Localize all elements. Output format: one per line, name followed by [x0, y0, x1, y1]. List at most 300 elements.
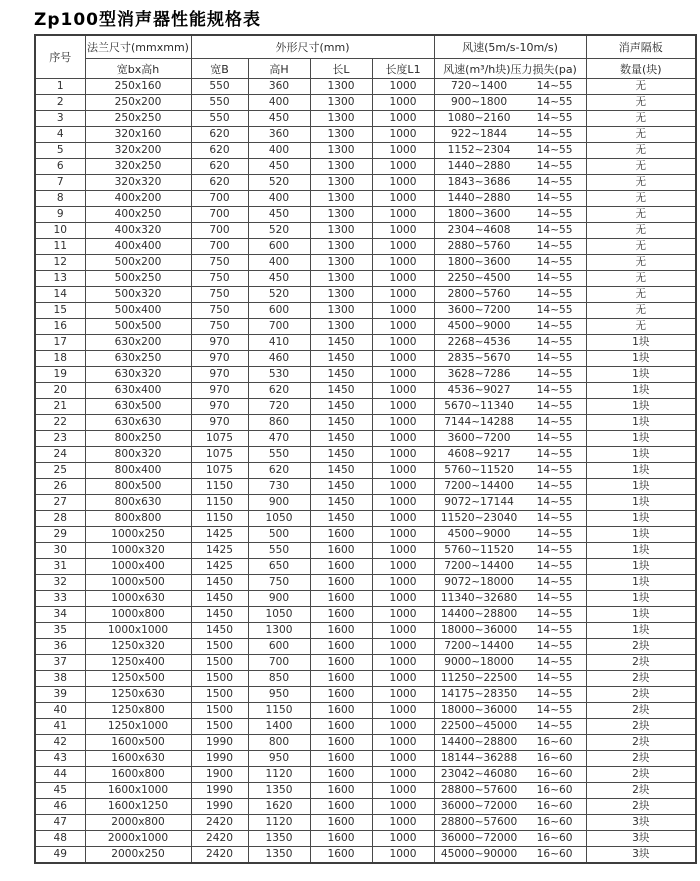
cell-height-h: 460 [248, 351, 310, 367]
cell-height-h: 450 [248, 271, 310, 287]
cell-serial: 33 [35, 591, 85, 607]
airflow-range: 7200~14400 [444, 560, 514, 572]
cell-flange-size: 630x250 [85, 351, 191, 367]
cell-height-h: 520 [248, 175, 310, 191]
cell-airflow-pressure [434, 703, 586, 719]
cell-length-l: 1600 [310, 815, 372, 831]
cell-serial: 14 [35, 287, 85, 303]
airflow-range: 14400~28800 [440, 736, 518, 748]
cell-serial: 46 [35, 799, 85, 815]
cell-length-l1: 1000 [372, 175, 434, 191]
cell-baffle-count: 2块 [586, 751, 696, 767]
cell-airflow-pressure [434, 319, 586, 335]
cell-length-l: 1600 [310, 655, 372, 671]
cell-height-h: 700 [248, 655, 310, 671]
cell-baffle-count: 1块 [586, 463, 696, 479]
cell-length-l1: 1000 [372, 767, 434, 783]
pressure-loss-range: 16~60 [536, 768, 573, 780]
cell-baffle-count: 1块 [586, 543, 696, 559]
cell-height-h: 620 [248, 463, 310, 479]
cell-width-b: 700 [191, 223, 248, 239]
cell-serial: 21 [35, 399, 85, 415]
cell-width-b: 970 [191, 367, 248, 383]
cell-flange-size: 2000x1000 [85, 831, 191, 847]
pressure-loss-range: 14~55 [536, 128, 573, 140]
cell-length-l: 1600 [310, 799, 372, 815]
cell-baffle-count: 无 [586, 255, 696, 271]
cell-length-l: 1600 [310, 543, 372, 559]
cell-height-h: 950 [248, 751, 310, 767]
cell-airflow-pressure [434, 543, 586, 559]
table-row [35, 175, 696, 191]
pressure-loss-range: 14~55 [536, 144, 573, 156]
cell-height-h: 550 [248, 543, 310, 559]
cell-flange-size: 800x250 [85, 431, 191, 447]
pressure-loss-range: 14~55 [536, 528, 573, 540]
table-row [35, 703, 696, 719]
cell-baffle-count: 2块 [586, 719, 696, 735]
cell-height-h: 720 [248, 399, 310, 415]
cell-height-h: 1050 [248, 607, 310, 623]
cell-length-l1: 1000 [372, 367, 434, 383]
table-row [35, 127, 696, 143]
cell-baffle-count: 无 [586, 79, 696, 95]
cell-length-l1: 1000 [372, 351, 434, 367]
cell-airflow-pressure [434, 783, 586, 799]
table-row [35, 255, 696, 271]
cell-baffle-count: 无 [586, 319, 696, 335]
pressure-loss-range: 16~60 [536, 784, 573, 796]
cell-length-l1: 1000 [372, 735, 434, 751]
cell-width-b: 750 [191, 287, 248, 303]
airflow-range: 1800~3600 [447, 208, 511, 220]
cell-height-h: 450 [248, 207, 310, 223]
cell-serial: 27 [35, 495, 85, 511]
table-row [35, 383, 696, 399]
airflow-range: 9000~18000 [444, 656, 514, 668]
cell-length-l1: 1000 [372, 479, 434, 495]
cell-flange-size: 400x250 [85, 207, 191, 223]
table-row [35, 447, 696, 463]
cell-length-l: 1450 [310, 351, 372, 367]
pressure-loss-range: 14~55 [536, 240, 573, 252]
cell-height-h: 400 [248, 143, 310, 159]
cell-flange-size: 2000x800 [85, 815, 191, 831]
cell-baffle-count: 无 [586, 111, 696, 127]
pressure-loss-range: 14~55 [536, 96, 573, 108]
cell-length-l1: 1000 [372, 383, 434, 399]
cell-serial: 39 [35, 687, 85, 703]
cell-length-l: 1450 [310, 383, 372, 399]
cell-length-l1: 1000 [372, 799, 434, 815]
header-baffle-count: 数量(块) [586, 59, 696, 79]
cell-length-l1: 1000 [372, 335, 434, 351]
cell-airflow-pressure [434, 639, 586, 655]
cell-serial: 45 [35, 783, 85, 799]
airflow-range: 36000~72000 [440, 800, 518, 812]
table-row [35, 847, 696, 864]
pressure-loss-range: 16~60 [536, 800, 573, 812]
cell-width-b: 750 [191, 271, 248, 287]
cell-flange-size: 1600x500 [85, 735, 191, 751]
cell-serial: 34 [35, 607, 85, 623]
airflow-range: 922~1844 [451, 128, 508, 140]
cell-baffle-count: 无 [586, 159, 696, 175]
cell-length-l1: 1000 [372, 543, 434, 559]
cell-flange-size: 1600x1000 [85, 783, 191, 799]
cell-length-l1: 1000 [372, 447, 434, 463]
airflow-range: 1080~2160 [447, 112, 511, 124]
cell-height-h: 1350 [248, 847, 310, 864]
cell-length-l1: 1000 [372, 623, 434, 639]
page-title: Zp100型消声器性能规格表 [34, 10, 261, 30]
table-row [35, 287, 696, 303]
table-row [35, 111, 696, 127]
cell-serial: 18 [35, 351, 85, 367]
table-row [35, 559, 696, 575]
cell-baffle-count: 2块 [586, 639, 696, 655]
cell-serial: 35 [35, 623, 85, 639]
header-wind-group: 风速(5m/s-10m/s) [434, 35, 586, 59]
cell-height-h: 360 [248, 79, 310, 95]
cell-width-b: 970 [191, 415, 248, 431]
cell-flange-size: 400x320 [85, 223, 191, 239]
cell-length-l1: 1000 [372, 815, 434, 831]
cell-baffle-count: 1块 [586, 527, 696, 543]
cell-flange-size: 630x400 [85, 383, 191, 399]
cell-airflow-pressure [434, 415, 586, 431]
header-wind-detail: 风速(m³/h块)压力损失(pa) [434, 59, 586, 79]
cell-airflow-pressure [434, 495, 586, 511]
cell-baffle-count: 1块 [586, 447, 696, 463]
cell-airflow-pressure [434, 719, 586, 735]
table-row [35, 527, 696, 543]
pressure-loss-range: 14~55 [536, 432, 573, 444]
table-row [35, 831, 696, 847]
cell-airflow-pressure [434, 671, 586, 687]
cell-width-b: 1500 [191, 687, 248, 703]
cell-flange-size: 1250x800 [85, 703, 191, 719]
table-row [35, 671, 696, 687]
header-flange-group: 法兰尺寸(mmxmm) [85, 35, 191, 59]
pressure-loss-range: 14~55 [536, 544, 573, 556]
table-row [35, 639, 696, 655]
cell-baffle-count: 3块 [586, 847, 696, 864]
cell-height-h: 500 [248, 527, 310, 543]
cell-length-l1: 1000 [372, 607, 434, 623]
cell-airflow-pressure [434, 191, 586, 207]
cell-airflow-pressure [434, 799, 586, 815]
table-row [35, 239, 696, 255]
pressure-loss-range: 14~55 [536, 256, 573, 268]
cell-flange-size: 1000x250 [85, 527, 191, 543]
table-row [35, 719, 696, 735]
cell-length-l1: 1000 [372, 495, 434, 511]
cell-serial: 2 [35, 95, 85, 111]
cell-width-b: 620 [191, 175, 248, 191]
cell-flange-size: 800x630 [85, 495, 191, 511]
cell-serial: 48 [35, 831, 85, 847]
cell-width-b: 1425 [191, 527, 248, 543]
cell-width-b: 2420 [191, 847, 248, 864]
cell-length-l: 1450 [310, 479, 372, 495]
cell-width-b: 750 [191, 255, 248, 271]
cell-width-b: 750 [191, 319, 248, 335]
cell-serial: 41 [35, 719, 85, 735]
pressure-loss-range: 14~55 [536, 384, 573, 396]
cell-serial: 36 [35, 639, 85, 655]
cell-length-l: 1300 [310, 287, 372, 303]
cell-flange-size: 1000x1000 [85, 623, 191, 639]
airflow-range: 2800~5760 [447, 288, 511, 300]
cell-length-l: 1450 [310, 335, 372, 351]
airflow-range: 9072~17144 [444, 496, 514, 508]
airflow-range: 5670~11340 [444, 400, 514, 412]
cell-flange-size: 500x500 [85, 319, 191, 335]
pressure-loss-range: 14~55 [536, 656, 573, 668]
airflow-range: 720~1400 [451, 80, 508, 92]
cell-airflow-pressure [434, 351, 586, 367]
cell-baffle-count: 无 [586, 95, 696, 111]
cell-length-l1: 1000 [372, 559, 434, 575]
cell-flange-size: 250x250 [85, 111, 191, 127]
cell-length-l: 1300 [310, 159, 372, 175]
airflow-range: 3628~7286 [447, 368, 511, 380]
table-row [35, 655, 696, 671]
cell-airflow-pressure [434, 655, 586, 671]
cell-airflow-pressure [434, 767, 586, 783]
cell-airflow-pressure [434, 303, 586, 319]
cell-flange-size: 500x400 [85, 303, 191, 319]
cell-length-l: 1300 [310, 175, 372, 191]
cell-width-b: 1900 [191, 767, 248, 783]
cell-width-b: 1450 [191, 607, 248, 623]
cell-length-l1: 1000 [372, 287, 434, 303]
airflow-range: 4536~9027 [447, 384, 511, 396]
cell-baffle-count: 1块 [586, 607, 696, 623]
cell-flange-size: 2000x250 [85, 847, 191, 864]
cell-baffle-count: 2块 [586, 735, 696, 751]
table-row [35, 351, 696, 367]
cell-length-l1: 1000 [372, 591, 434, 607]
airflow-range: 18000~36000 [440, 624, 518, 636]
cell-flange-size: 1250x320 [85, 639, 191, 655]
pressure-loss-range: 14~55 [536, 640, 573, 652]
cell-baffle-count: 无 [586, 143, 696, 159]
cell-baffle-count: 无 [586, 223, 696, 239]
cell-length-l: 1300 [310, 319, 372, 335]
cell-width-b: 1075 [191, 463, 248, 479]
cell-airflow-pressure [434, 815, 586, 831]
cell-flange-size: 500x200 [85, 255, 191, 271]
cell-length-l: 1600 [310, 687, 372, 703]
cell-height-h: 1400 [248, 719, 310, 735]
airflow-range: 1440~2880 [447, 192, 511, 204]
cell-width-b: 750 [191, 303, 248, 319]
pressure-loss-range: 14~55 [536, 368, 573, 380]
airflow-range: 900~1800 [451, 96, 508, 108]
cell-width-b: 620 [191, 159, 248, 175]
cell-height-h: 600 [248, 239, 310, 255]
cell-baffle-count: 2块 [586, 783, 696, 799]
cell-height-h: 1300 [248, 623, 310, 639]
cell-serial: 16 [35, 319, 85, 335]
pressure-loss-range: 14~55 [536, 80, 573, 92]
pressure-loss-range: 14~55 [536, 416, 573, 428]
cell-flange-size: 630x200 [85, 335, 191, 351]
cell-flange-size: 630x320 [85, 367, 191, 383]
cell-height-h: 650 [248, 559, 310, 575]
cell-height-h: 520 [248, 223, 310, 239]
cell-length-l: 1300 [310, 303, 372, 319]
pressure-loss-range: 14~55 [536, 688, 573, 700]
cell-serial: 17 [35, 335, 85, 351]
airflow-range: 1843~3686 [447, 176, 511, 188]
cell-flange-size: 1250x500 [85, 671, 191, 687]
header-serial: 序号 [35, 35, 85, 79]
cell-baffle-count: 1块 [586, 399, 696, 415]
cell-height-h: 400 [248, 255, 310, 271]
pressure-loss-range: 14~55 [536, 496, 573, 508]
cell-width-b: 1500 [191, 639, 248, 655]
header-width-b: 宽B [191, 59, 248, 79]
cell-serial: 31 [35, 559, 85, 575]
cell-height-h: 470 [248, 431, 310, 447]
cell-serial: 44 [35, 767, 85, 783]
cell-airflow-pressure [434, 687, 586, 703]
pressure-loss-range: 14~55 [536, 224, 573, 236]
cell-airflow-pressure [434, 207, 586, 223]
cell-airflow-pressure [434, 95, 586, 111]
cell-baffle-count: 1块 [586, 479, 696, 495]
cell-length-l: 1450 [310, 431, 372, 447]
cell-length-l: 1600 [310, 607, 372, 623]
cell-airflow-pressure [434, 511, 586, 527]
table-body [35, 79, 696, 864]
cell-serial: 3 [35, 111, 85, 127]
cell-airflow-pressure [434, 623, 586, 639]
cell-length-l: 1450 [310, 399, 372, 415]
cell-airflow-pressure [434, 383, 586, 399]
cell-airflow-pressure [434, 559, 586, 575]
pressure-loss-range: 14~55 [536, 304, 573, 316]
cell-height-h: 400 [248, 95, 310, 111]
header-baffle-group: 消声隔板 [586, 35, 696, 59]
pressure-loss-range: 14~55 [536, 192, 573, 204]
cell-airflow-pressure [434, 607, 586, 623]
table-row [35, 815, 696, 831]
cell-width-b: 620 [191, 127, 248, 143]
airflow-range: 7144~14288 [444, 416, 514, 428]
cell-flange-size: 400x200 [85, 191, 191, 207]
cell-flange-size: 320x250 [85, 159, 191, 175]
cell-baffle-count: 1块 [586, 383, 696, 399]
pressure-loss-range: 14~55 [536, 624, 573, 636]
cell-airflow-pressure [434, 223, 586, 239]
cell-height-h: 520 [248, 287, 310, 303]
cell-length-l1: 1000 [372, 159, 434, 175]
cell-width-b: 550 [191, 111, 248, 127]
airflow-range: 7200~14400 [444, 640, 514, 652]
cell-length-l1: 1000 [372, 399, 434, 415]
cell-length-l1: 1000 [372, 511, 434, 527]
cell-width-b: 1450 [191, 575, 248, 591]
cell-length-l1: 1000 [372, 95, 434, 111]
cell-airflow-pressure [434, 239, 586, 255]
pressure-loss-range: 14~55 [536, 480, 573, 492]
table-row [35, 767, 696, 783]
cell-width-b: 1075 [191, 447, 248, 463]
cell-baffle-count: 1块 [586, 495, 696, 511]
cell-flange-size: 1600x630 [85, 751, 191, 767]
cell-baffle-count: 2块 [586, 703, 696, 719]
cell-length-l1: 1000 [372, 671, 434, 687]
cell-flange-size: 1600x1250 [85, 799, 191, 815]
cell-serial: 30 [35, 543, 85, 559]
cell-height-h: 1120 [248, 815, 310, 831]
cell-serial: 4 [35, 127, 85, 143]
cell-height-h: 950 [248, 687, 310, 703]
airflow-range: 36000~72000 [440, 832, 518, 844]
cell-serial: 25 [35, 463, 85, 479]
cell-flange-size: 320x320 [85, 175, 191, 191]
pressure-loss-range: 14~55 [536, 352, 573, 364]
cell-width-b: 1500 [191, 655, 248, 671]
cell-length-l: 1300 [310, 127, 372, 143]
cell-airflow-pressure [434, 127, 586, 143]
cell-length-l1: 1000 [372, 751, 434, 767]
spec-table [34, 34, 697, 864]
airflow-range: 22500~45000 [440, 720, 518, 732]
cell-serial: 47 [35, 815, 85, 831]
cell-width-b: 550 [191, 95, 248, 111]
pressure-loss-range: 14~55 [536, 272, 573, 284]
cell-airflow-pressure [434, 79, 586, 95]
cell-length-l: 1600 [310, 575, 372, 591]
cell-flange-size: 250x160 [85, 79, 191, 95]
cell-height-h: 700 [248, 319, 310, 335]
cell-airflow-pressure [434, 255, 586, 271]
cell-length-l: 1300 [310, 111, 372, 127]
cell-length-l: 1450 [310, 447, 372, 463]
pressure-loss-range: 14~55 [536, 336, 573, 348]
table-row [35, 271, 696, 287]
cell-serial: 23 [35, 431, 85, 447]
cell-height-h: 1050 [248, 511, 310, 527]
cell-airflow-pressure [434, 463, 586, 479]
airflow-range: 18144~36288 [440, 752, 518, 764]
table-row [35, 191, 696, 207]
table-row [35, 607, 696, 623]
cell-width-b: 970 [191, 383, 248, 399]
cell-length-l1: 1000 [372, 79, 434, 95]
cell-serial: 11 [35, 239, 85, 255]
cell-width-b: 550 [191, 79, 248, 95]
cell-width-b: 2420 [191, 815, 248, 831]
cell-baffle-count: 3块 [586, 815, 696, 831]
cell-height-h: 730 [248, 479, 310, 495]
cell-height-h: 850 [248, 671, 310, 687]
cell-length-l: 1300 [310, 143, 372, 159]
cell-length-l1: 1000 [372, 639, 434, 655]
cell-baffle-count: 2块 [586, 655, 696, 671]
cell-width-b: 700 [191, 207, 248, 223]
header-outline-group: 外形尺寸(mm) [191, 35, 434, 59]
cell-height-h: 1350 [248, 783, 310, 799]
cell-height-h: 1150 [248, 703, 310, 719]
airflow-range: 45000~90000 [440, 848, 518, 860]
airflow-range: 4500~9000 [447, 528, 511, 540]
